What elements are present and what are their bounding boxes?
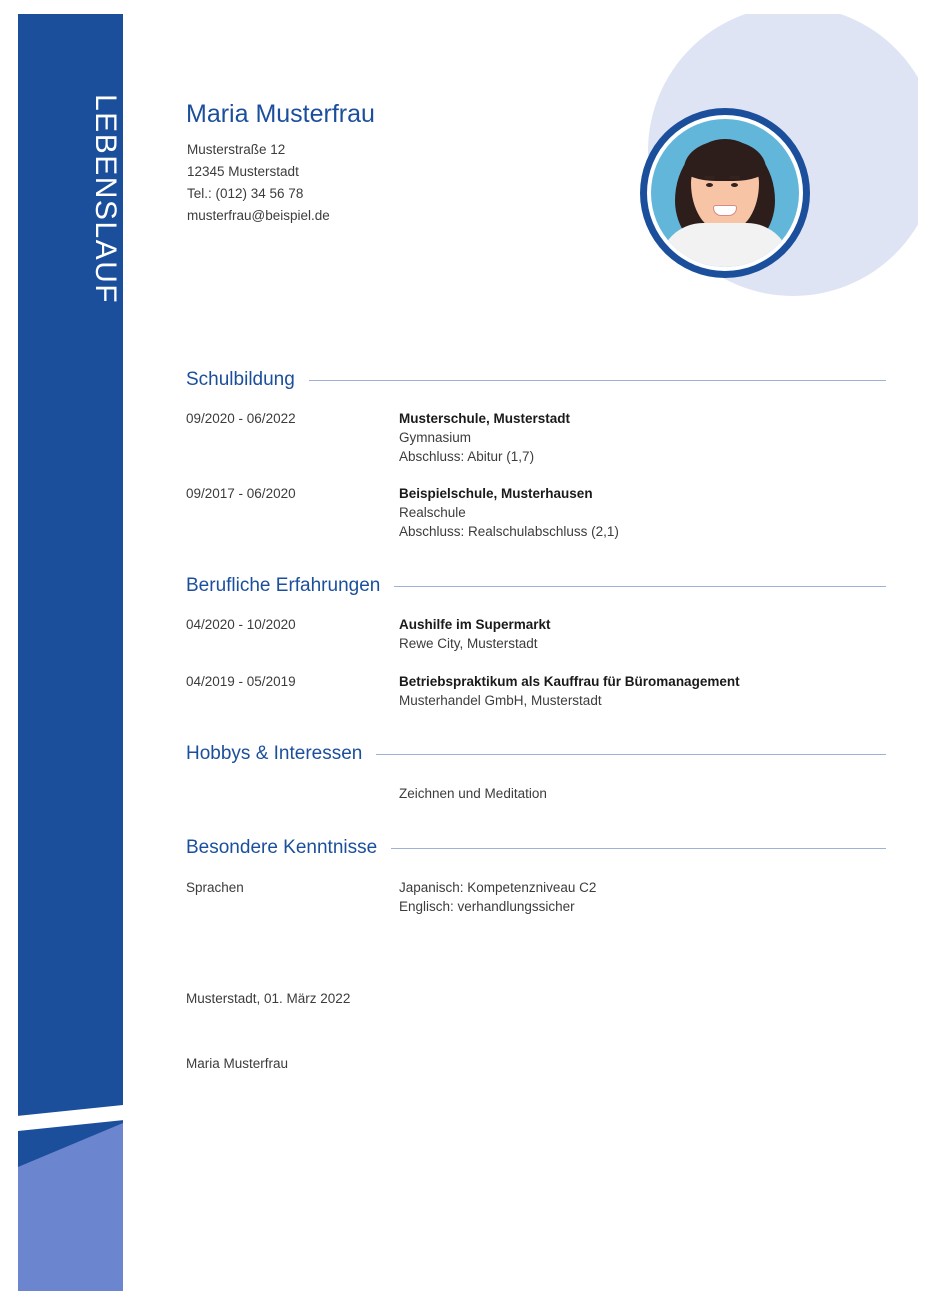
entry-date: 04/2020 - 10/2020 bbox=[186, 617, 296, 632]
sidebar-blue-bar bbox=[18, 14, 123, 1291]
entry-date: 09/2017 - 06/2020 bbox=[186, 486, 296, 501]
contact-city: 12345 Musterstadt bbox=[187, 164, 299, 179]
signature-name: Maria Musterfrau bbox=[186, 1056, 289, 1071]
document-content bbox=[123, 14, 918, 1291]
portrait-shoulders bbox=[659, 223, 791, 267]
entry-line: Zeichnen und Meditation bbox=[399, 786, 547, 801]
sidebar-white-stripe bbox=[18, 1105, 123, 1131]
portrait-eye-left bbox=[706, 183, 713, 187]
entry-line: Realschule bbox=[399, 505, 466, 520]
entry-title: Aushilfe im Supermarkt bbox=[399, 617, 551, 632]
section-title: Hobbys & Interessen bbox=[186, 743, 363, 764]
entry-kenntnisse-1 bbox=[186, 878, 878, 916]
contact-block bbox=[187, 139, 330, 227]
portrait-fringe bbox=[684, 141, 766, 181]
entry-body bbox=[399, 784, 878, 803]
place-and-date: Musterstadt, 01. März 2022 bbox=[186, 991, 351, 1006]
entry-line: Abschluss: Abitur (1,7) bbox=[399, 449, 535, 464]
entry-beruf-2 bbox=[186, 672, 878, 710]
section-heading-schulbildung bbox=[186, 369, 886, 391]
section-rule bbox=[309, 380, 886, 381]
entry-line: Abschluss: Realschulabschluss (2,1) bbox=[399, 524, 619, 539]
entry-line: Rewe City, Musterstadt bbox=[399, 636, 538, 651]
section-rule bbox=[376, 754, 886, 755]
section-title: Schulbildung bbox=[186, 369, 295, 390]
entry-date: 09/2020 - 06/2022 bbox=[186, 411, 296, 426]
entry-schulbildung-2 bbox=[186, 484, 878, 541]
contact-email: musterfrau@beispiel.de bbox=[187, 208, 330, 223]
photo-image bbox=[651, 119, 799, 267]
section-heading-hobbys bbox=[186, 743, 886, 765]
portrait-eye-right bbox=[731, 183, 738, 187]
entry-schulbildung-1 bbox=[186, 409, 878, 466]
entry-title: Beispielschule, Musterhausen bbox=[399, 486, 593, 501]
entry-body bbox=[399, 484, 878, 541]
entry-title: Betriebspraktikum als Kauffrau für Büromanagement bbox=[399, 674, 740, 689]
entry-body bbox=[399, 615, 878, 653]
entry-beruf-1 bbox=[186, 615, 878, 653]
entry-body bbox=[399, 672, 878, 710]
entry-line: Japanisch: Kompetenzniveau C2 bbox=[399, 880, 597, 895]
entry-line: Englisch: verhandlungssicher bbox=[399, 899, 575, 914]
entry-body bbox=[399, 409, 878, 466]
entry-line: Gymnasium bbox=[399, 430, 472, 445]
entry-title: Musterschule, Musterstadt bbox=[399, 411, 571, 426]
entry-hobbys-1 bbox=[186, 784, 878, 803]
entry-body bbox=[399, 878, 878, 916]
contact-phone: Tel.: (012) 34 56 78 bbox=[187, 186, 304, 201]
section-title: Besondere Kenntnisse bbox=[186, 837, 378, 858]
contact-street: Musterstraße 12 bbox=[187, 142, 286, 157]
entry-date bbox=[186, 784, 399, 803]
section-heading-berufliche-erfahrungen bbox=[186, 575, 886, 597]
portrait-brow-left bbox=[704, 176, 715, 179]
section-heading-kenntnisse bbox=[186, 837, 886, 859]
portrait-brow-right bbox=[729, 176, 740, 179]
sidebar-title: LEBENSLAUF bbox=[89, 94, 122, 305]
resume-document bbox=[18, 14, 918, 1291]
entry-line: Musterhandel GmbH, Musterstadt bbox=[399, 693, 602, 708]
applicant-name: Maria Musterfrau bbox=[186, 100, 375, 128]
portrait-photo bbox=[640, 108, 810, 278]
section-rule bbox=[394, 586, 886, 587]
entry-date: Sprachen bbox=[186, 880, 244, 895]
section-title: Berufliche Erfahrungen bbox=[186, 575, 381, 596]
entry-date: 04/2019 - 05/2019 bbox=[186, 674, 296, 689]
portrait-smile bbox=[713, 205, 737, 216]
section-rule bbox=[391, 848, 886, 849]
